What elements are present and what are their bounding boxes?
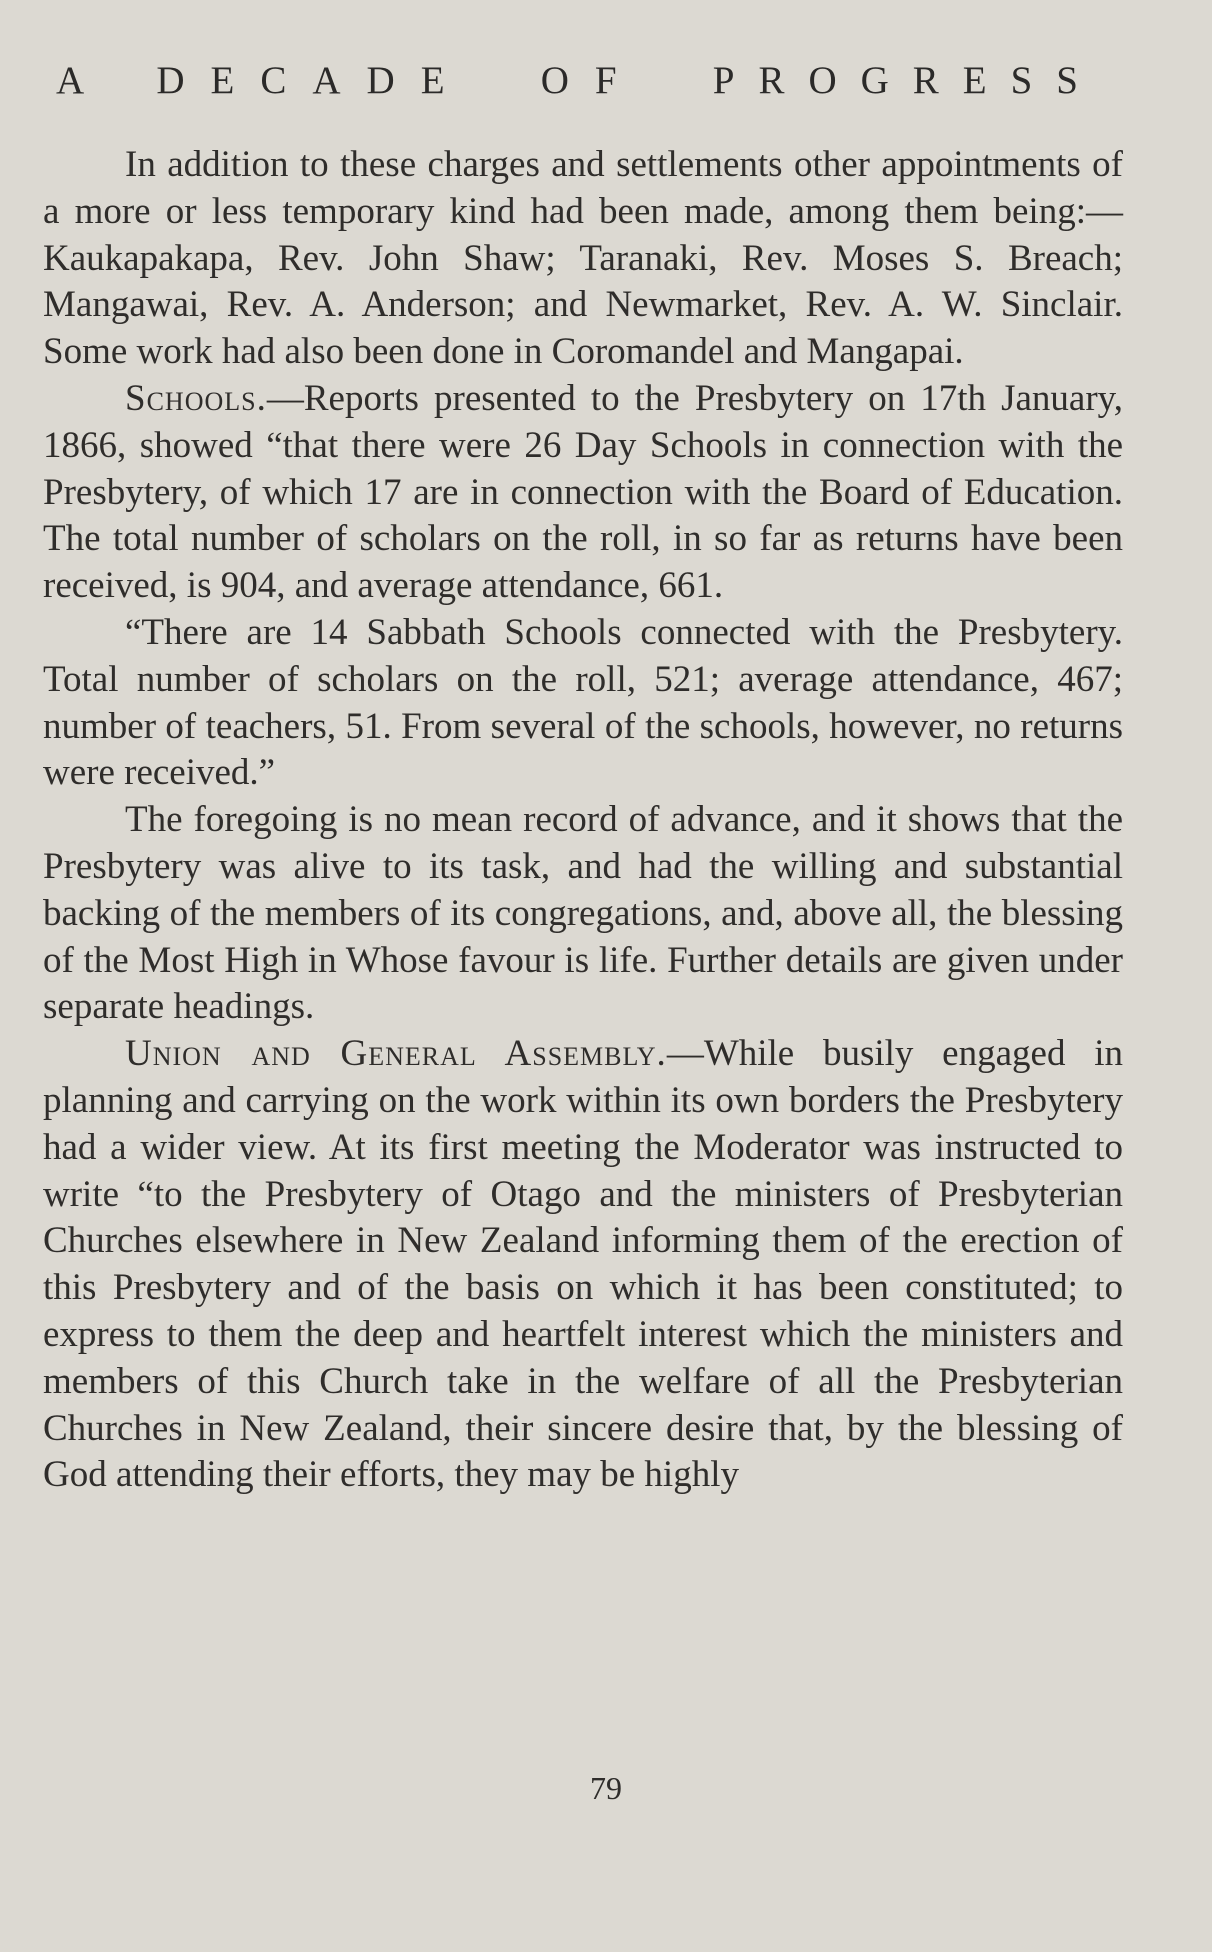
paragraph-appointments: In addition to these charges and settlements other appointments of a more or less temporary kind had been made, among them being:—Kaukapakapa, Rev. John Shaw; Taranaki, Rev. Moses S. Breach; Mangawai, Rev. A. Anderson; and Newmarket, Rev. A. W. Sinclair. Some work had also been done in Coromandel and Mangapai. (43, 144, 1123, 373)
paragraph-union (43, 1031, 1123, 1499)
paragraph-schools (43, 376, 1123, 610)
paragraph-schools-text: —Reports presented to the Presbytery on 17th January, 1866, showed “that there were 26 Day Schools in connection with the Presbytery, of which 17 are in connection with the Board of Education. The total number of scholars on the roll, in so far as returns have been received, is 904, and average attendance, 661. (43, 377, 1123, 607)
section-heading-schools: Schools. (125, 377, 267, 419)
section-heading-union: Union and General Assembly. (125, 1033, 667, 1075)
header-word-progress: PROGRESS (712, 59, 1102, 102)
paragraph-union-text: —While busily engaged in planning and carrying on the work within its own borders the Presbytery had a wider view. At its first meeting the Moderator was instructed to write “to the Presbytery of Otago and the ministers of Presbyterian Churches elsewhere in New Zealand informing them of the erection of this Presbytery and of the basis on which it has been constituted; to express to them the deep and heartfelt interest which the ministers and members of this Church take in the welfare of all the Presbyterian Churches in New Zealand, their sincere desire that, by the blessing of God attending their efforts, they may be highly (43, 1033, 1123, 1496)
body-text (43, 142, 1123, 1499)
header-word-decade: DECADE (156, 59, 471, 102)
header-word-of: OF (540, 59, 643, 102)
header-word-a: A (56, 59, 87, 102)
paragraph-sabbath-schools: “There are 14 Sabbath Schools connected with the Presbytery. Total number of scholars on the roll, 521; average attendance, 467; number of teachers, 51. From several of the schools, however, no returns were received.” (43, 611, 1123, 794)
paragraph-foregoing: The foregoing is no mean record of advance, and it shows that the Presbytery was alive to its task, and had the willing and substantial backing of the members of its congregations, and, above all, the blessing of the Most High in Whose favour is life. Further details are given under separate headings. (43, 799, 1123, 1028)
running-header (56, 58, 1102, 108)
page-number: 79 (590, 1770, 622, 1806)
